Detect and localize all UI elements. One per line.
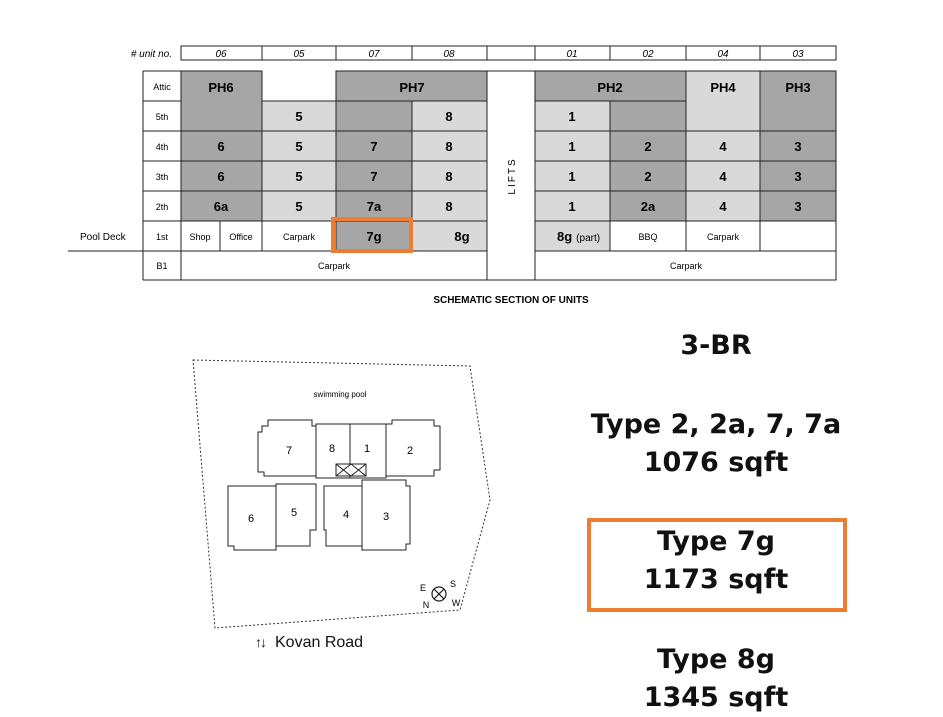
- type-area: 1076 sqft: [643, 447, 789, 478]
- unit-label: 6a: [213, 199, 229, 214]
- unit-label: 8g: [454, 229, 470, 244]
- facility-label: Office: [229, 232, 253, 242]
- unit-label-main: 8g: [557, 229, 573, 244]
- lift-core: [336, 464, 366, 476]
- unit-label: 4: [719, 169, 727, 184]
- type-name: Type 8g: [657, 644, 775, 675]
- unit-label: 7: [370, 139, 378, 154]
- unit-label: 5: [295, 199, 303, 214]
- unit-label: 2: [644, 169, 652, 184]
- unit-label: 8: [445, 199, 453, 214]
- unit-label: 1: [568, 169, 576, 184]
- unit-no-label: # unit no.: [130, 49, 172, 60]
- unit-label: 1: [568, 109, 576, 124]
- unit-label: 7: [370, 169, 378, 184]
- unit-label: 1: [568, 199, 576, 214]
- unit-label: PH2: [597, 80, 623, 95]
- type-group-2: [585, 523, 847, 599]
- unit-label: 5: [295, 109, 303, 124]
- facility-label: Carpark: [706, 232, 740, 242]
- unit-number-row: [181, 46, 836, 60]
- unit-number: 08: [443, 49, 455, 60]
- compass-label: N: [422, 600, 430, 610]
- floor-label: 5th: [155, 112, 169, 122]
- block-label: 4: [342, 509, 350, 521]
- unit-number: 04: [717, 49, 729, 60]
- unit-number: 01: [566, 49, 578, 60]
- compass-label: W: [451, 598, 461, 608]
- unit-label: 8: [445, 139, 453, 154]
- unit-label-suffix: (part): [576, 233, 601, 244]
- bedroom-heading: 3-BR: [680, 330, 752, 361]
- unit-label: 5: [295, 169, 303, 184]
- facility-label: Carpark: [282, 232, 316, 242]
- type-area: 1173 sqft: [643, 564, 789, 595]
- block-label: 3: [382, 511, 390, 523]
- type-area: 1345 sqft: [643, 682, 789, 713]
- unit-label: 5: [295, 139, 303, 154]
- type-group-3: [585, 641, 847, 717]
- type-name: Type 7g: [657, 526, 775, 557]
- unit-label: 4: [719, 139, 727, 154]
- block-label: 7: [285, 445, 293, 457]
- pool-deck-label: Pool Deck: [80, 232, 126, 243]
- road-arrows-icon: ↑↓: [255, 634, 265, 650]
- unit-label: 1: [568, 139, 576, 154]
- unit-number: 05: [293, 49, 305, 60]
- unit-label: PH3: [785, 80, 811, 95]
- unit-label: 7g: [366, 229, 382, 244]
- floor-label: Attic: [153, 82, 171, 92]
- unit-number: 07: [368, 49, 380, 60]
- unit-label: 6: [217, 139, 225, 154]
- block-label: 8: [328, 443, 336, 455]
- compass-icon: [429, 584, 449, 604]
- unit-label: PH6: [208, 80, 234, 95]
- unit-label: 2a: [640, 199, 656, 214]
- block-label: 2: [406, 445, 414, 457]
- floor-label: 1st: [155, 232, 169, 242]
- lifts-label: LIFTS: [507, 157, 518, 195]
- unit-label: 3: [794, 199, 802, 214]
- site-plan: [180, 352, 510, 652]
- compass-label: E: [419, 583, 427, 593]
- unit-label: PH7: [399, 80, 425, 95]
- floor-label: 4th: [155, 142, 169, 152]
- unit-label: PH4: [710, 80, 736, 95]
- unit-number: 02: [642, 49, 654, 60]
- floor-label: 2th: [155, 202, 169, 212]
- unit-label: 8: [445, 169, 453, 184]
- building-blocks: [228, 420, 440, 550]
- pool-label: swimming pool: [313, 390, 367, 399]
- facility-label: BBQ: [638, 232, 658, 242]
- block-label: 1: [363, 443, 371, 455]
- road-label: [255, 634, 363, 652]
- unit-label: 6: [217, 169, 225, 184]
- unit-number: 06: [215, 49, 227, 60]
- floor-label: 3th: [155, 172, 169, 182]
- schematic-section: [0, 0, 943, 320]
- unit-number: 03: [792, 49, 804, 60]
- type-group-1: [585, 406, 847, 482]
- unit-cell: [610, 101, 686, 131]
- unit-label: 2: [644, 139, 652, 154]
- unit-cell: [336, 101, 412, 131]
- unit-label: 7a: [366, 199, 382, 214]
- block-label: 6: [247, 513, 255, 525]
- unit-label: 3: [794, 169, 802, 184]
- compass-label: S: [449, 579, 457, 589]
- unit-label: 8: [445, 109, 453, 124]
- road-name: Kovan Road: [275, 634, 364, 651]
- unit-label: 3: [794, 139, 802, 154]
- unit-cell: [412, 221, 487, 251]
- facility-label: Shop: [189, 232, 211, 242]
- facility-label: Carpark: [669, 261, 703, 271]
- section-caption: SCHEMATIC SECTION OF UNITS: [433, 295, 589, 306]
- unit-label: 4: [719, 199, 727, 214]
- block-label: 5: [290, 507, 298, 519]
- facility-label: Carpark: [317, 261, 351, 271]
- type-name: Type 2, 2a, 7, 7a: [590, 409, 842, 440]
- floor-label: B1: [156, 261, 168, 271]
